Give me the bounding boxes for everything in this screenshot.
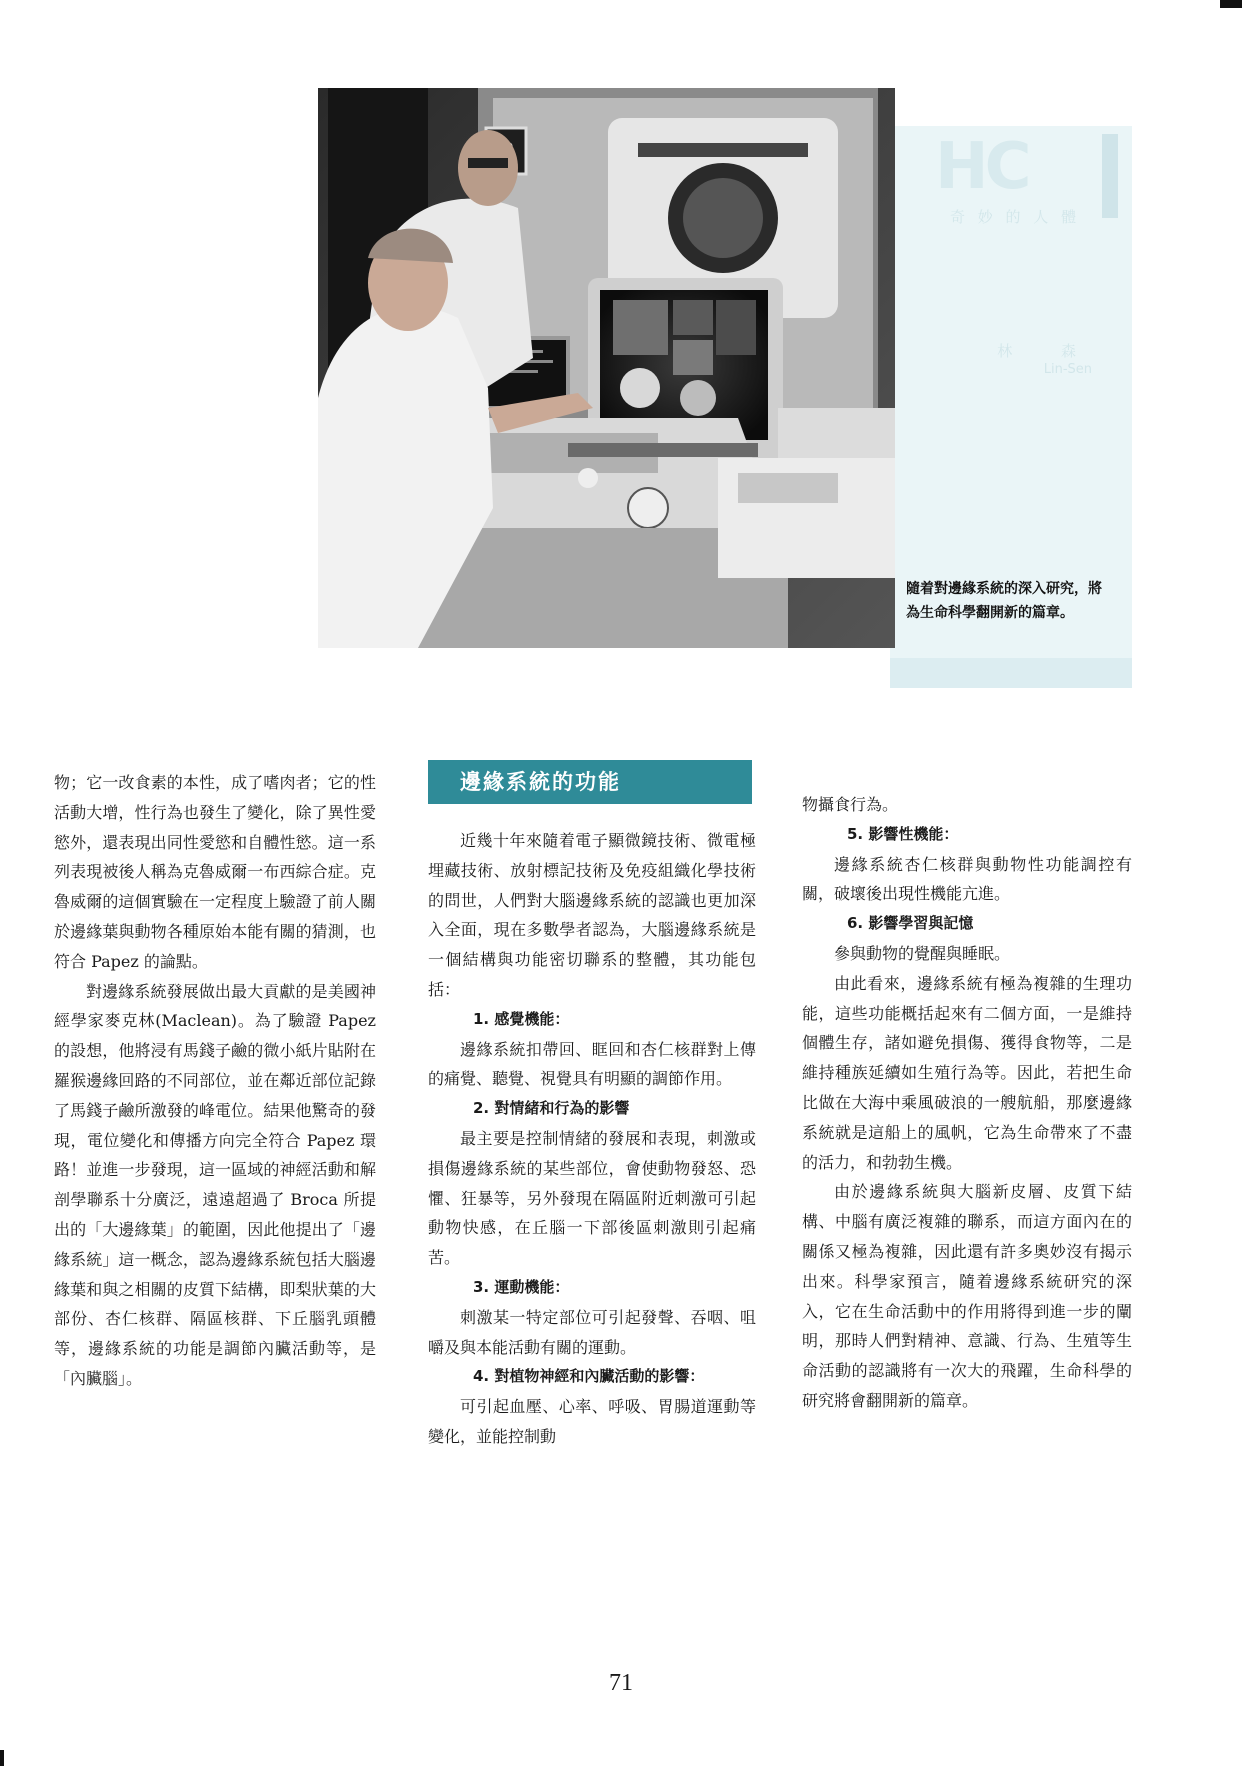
- paragraph: 刺激某一特定部位可引起發聲、吞咽、咀嚼及與本能活動有關的運動。: [428, 1307, 756, 1357]
- crop-mark: [1220, 0, 1242, 8]
- subheading: 2. 對情緒和行為的影響: [473, 1099, 630, 1118]
- paragraph: 最主要是控制情緒的發展和表現，刺激或損傷邊緣系統的某些部位，會使動物發怒、恐懼、狂暴等，另外發現在隔區附近刺激可引起動物快感，在丘腦一下部後區刺激則引起痛苦。: [428, 1128, 756, 1268]
- paragraph: 物攝食行為。: [802, 795, 899, 814]
- article-photo: [318, 88, 895, 648]
- paragraph: 可引起血壓、心率、呼吸、胃腸道運動等變化，並能控制動: [428, 1397, 756, 1446]
- panel-bottom-bar: [890, 658, 1132, 688]
- logo-subtitle: 奇 妙 的 人 體: [950, 208, 1081, 226]
- author-name: 林 森: [997, 342, 1098, 360]
- page-number: 71: [609, 1670, 633, 1696]
- column-2: [428, 826, 756, 1452]
- column-3: [802, 790, 1132, 1416]
- photo-caption: 隨着對邊緣系統的深入研究，將為生命科學翻開新的篇章。: [906, 581, 1102, 621]
- subheading: 6. 影響學習與記憶: [847, 914, 974, 933]
- column-1: [54, 768, 376, 1394]
- subheading: 3. 運動機能：: [473, 1277, 570, 1296]
- subheading: 1. 感覺機能：: [473, 1009, 570, 1028]
- vertical-tag: [1102, 134, 1118, 218]
- paragraph: 邊緣系統杏仁核群與動物性功能調控有關，破壞後出現性機能亢進。: [802, 854, 1132, 904]
- paragraph: 邊緣系統扣帶回、眶回和杏仁核群對上傳的痛覺、聽覺、視覺具有明顯的調節作用。: [428, 1039, 756, 1089]
- author-name-en: Lin-Sen: [1043, 362, 1092, 377]
- subheading: 5. 影響性機能：: [847, 824, 959, 843]
- crop-mark-bottom: [0, 1750, 4, 1766]
- logo: HC: [935, 130, 1028, 204]
- section-heading: 邊緣系統的功能: [428, 760, 752, 804]
- paragraph: 由於邊緣系統與大腦新皮層、皮質下結構、中腦有廣泛複雜的聯系，而這方面內在的關係又極為複雜，因此還有許多奧妙沒有揭示出來。科學家預言，隨着邊緣系統研究的深入，它在生命活動中的作用將得到進一步的闡明，那時人們對精神、意識、行為、生殖等生命活動的認識將有一次大的飛躍，生命科學的研究將會翻開新的篇章。: [802, 1182, 1132, 1410]
- paragraph: 對邊緣系統發展做出最大貢獻的是美國神經學家麥克林(Maclean)。為了驗證 Papez 的設想，他將浸有馬錢子鹼的微小紙片貼附在羅猴邊緣回路的不同部位，並在鄰近部位記錄了馬錢子鹼所激發的峰電位。結果他驚奇的發現，電位變化和傳播方向完全符合 Papez 環路！並進一步發現，這一區域的神經活動和解剖學聯系十分廣泛，遠遠超過了 Broca 所提出的「大邊緣葉」的範圍，因此他提出了「邊緣系統」這一概念，認為邊緣系統包括大腦邊緣葉和與之相關的皮質下結構，即梨狀葉的大部份、杏仁核群、隔區核群、下丘腦乳頭體等，邊緣系統的功能是調節內臟活動等，是「內臟腦」。: [54, 981, 376, 1388]
- paragraph: 由此看來，邊緣系統有極為複雜的生理功能，這些功能概括起來有二個方面，一是維持個體生存，諸如避免損傷、獲得食物等，二是維持種族延續如生殖行為等。因此，若把生命比做在大海中乘風破浪的一艘航船，那麼邊緣系統就是這船上的風帆，它為生命帶來了不盡的活力，和勃勃生機。: [802, 973, 1132, 1172]
- paragraph: 物；它一改食素的本性，成了嗜肉者；它的性活動大增，性行為也發生了變化，除了異性愛慾外，還表現出同性愛慾和自體性慾。這一系列表現被後人稱為克魯威爾一布西綜合症。克魯威爾的這個實驗在一定程度上驗證了前人關於邊緣葉與動物各種原始本能有關的猜測，也符合 Papez 的論點。: [54, 773, 376, 971]
- paragraph: 參與動物的覺醒與睡眠。: [834, 943, 1011, 963]
- subheading: 4. 對植物神經和內臟活動的影響：: [473, 1367, 705, 1386]
- paragraph: 近幾十年來隨着電子顯微鏡技術、微電極埋藏技術、放射標記技術及免疫組織化學技術的問世，人們對大腦邊緣系統的認識也更加深入全面，現在多數學者認為，大腦邊緣系統是一個結構與功能密切聯系的整體，其功能包括：: [428, 831, 756, 999]
